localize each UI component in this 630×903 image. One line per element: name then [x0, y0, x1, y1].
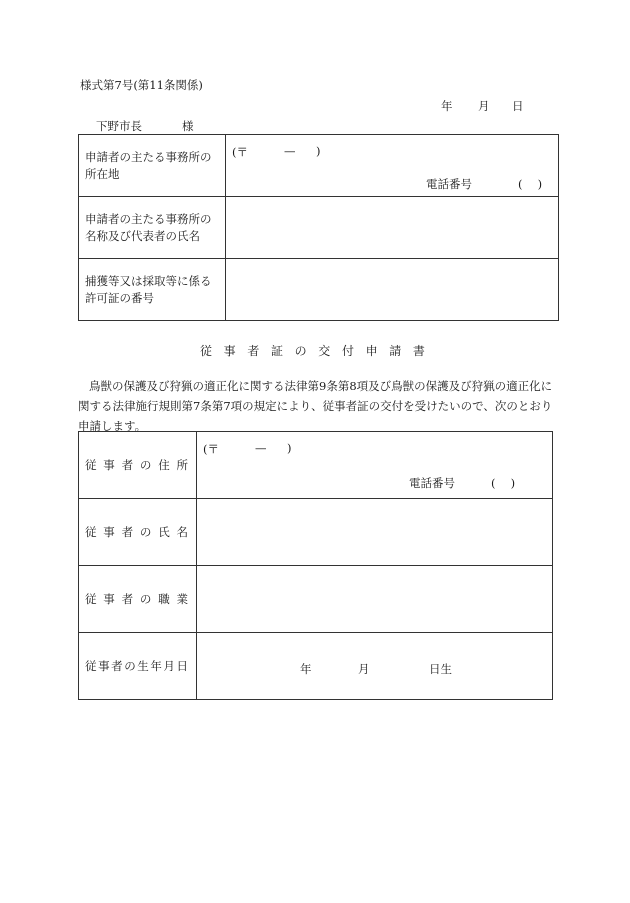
- permit-number-row: [79, 259, 559, 321]
- title-char: 者: [247, 344, 260, 358]
- form-number: 様式第7号(第11条関係): [80, 78, 203, 92]
- title-char: 付: [341, 344, 354, 358]
- date-day-label: 日: [512, 99, 524, 113]
- label-char: 従: [85, 525, 97, 539]
- worker-address-label: [79, 432, 197, 499]
- birth-year-label: 年: [300, 662, 312, 676]
- worker-birthdate-row: [79, 633, 553, 700]
- worker-table: [78, 431, 553, 700]
- label-char: の: [124, 659, 136, 673]
- label-char: 従: [85, 592, 97, 606]
- title-char: 申: [365, 344, 378, 358]
- label-char: 事: [103, 458, 115, 472]
- title-char: 交: [318, 344, 331, 358]
- postal-code-dash: —: [284, 144, 296, 158]
- phone-label: 電話番号: [426, 177, 472, 191]
- label-char: 事: [98, 659, 110, 673]
- postal-code-open: (〒: [232, 145, 248, 159]
- label-char: 事: [103, 525, 115, 539]
- form-title: [200, 342, 425, 359]
- worker-birthdate-label: [79, 633, 197, 700]
- label-char: 者: [121, 458, 134, 472]
- date-month-label: 月: [478, 99, 490, 113]
- label-char: 名: [176, 525, 188, 539]
- label-char: 業: [176, 592, 188, 606]
- postal-code-close: ): [316, 144, 321, 158]
- applicant-address-row: [79, 135, 559, 197]
- label-line: 捕獲等又は採取等に係る: [85, 273, 212, 288]
- label-line: 許可証の番号: [85, 290, 154, 305]
- label-char: 氏: [158, 525, 170, 539]
- worker-name-row: [79, 499, 553, 566]
- label-char: 年: [150, 659, 162, 673]
- permit-number-label: [79, 259, 226, 321]
- title-char: 請: [389, 344, 402, 358]
- label-char: 日: [176, 659, 188, 673]
- addressee-honorific: 様: [182, 119, 194, 133]
- postal-code-close: ): [287, 441, 292, 455]
- label-char: 事: [103, 592, 115, 606]
- title-char: 事: [223, 344, 236, 358]
- worker-address-field[interactable]: [197, 432, 553, 499]
- worker-occupation-label: [79, 566, 197, 633]
- label-char: 職: [158, 592, 170, 606]
- worker-birthdate-field[interactable]: [197, 633, 553, 700]
- phone-area-code[interactable]: ( ): [518, 177, 543, 191]
- applicant-name-row: [79, 197, 559, 259]
- label-line: 名称及び代表者の氏名: [85, 228, 200, 243]
- worker-name-field[interactable]: [197, 499, 553, 566]
- worker-name-label: [79, 499, 197, 566]
- birth-day-label: 日生: [429, 662, 452, 676]
- postal-code-dash: —: [255, 441, 267, 455]
- applicant-name-label: [79, 197, 226, 259]
- label-char: 者: [111, 659, 123, 673]
- label-char: 生: [137, 659, 149, 673]
- worker-address-row: [79, 432, 553, 499]
- label-char: の: [139, 592, 152, 606]
- label-char: 所: [176, 458, 188, 472]
- applicant-name-field[interactable]: [226, 197, 559, 259]
- birth-month-label: 月: [358, 662, 370, 676]
- permit-number-field[interactable]: [226, 259, 559, 321]
- application-statement: 鳥獣の保護及び狩猟の適正化に関する法律第9条第8項及び鳥獣の保護及び狩猟の適正化に関する法律施行規則第7条第7項の規定により、従事者証の交付を受けたいので、次のとおり申請します。: [78, 379, 553, 433]
- worker-occupation-row: [79, 566, 553, 633]
- title-char: 書: [412, 344, 425, 358]
- label-char: 従: [85, 659, 97, 673]
- title-char: 証: [270, 344, 283, 358]
- title-char: 従: [200, 344, 213, 358]
- addressee-name: 下野市長: [96, 119, 142, 133]
- label-line: 申請者の主たる事務所の: [85, 149, 212, 164]
- applicant-address-label: [79, 135, 226, 197]
- title-char: の: [294, 344, 307, 358]
- applicant-table: [78, 134, 559, 321]
- label-char: 者: [121, 525, 134, 539]
- label-line: 所在地: [85, 166, 120, 181]
- label-char: 者: [121, 592, 134, 606]
- applicant-address-field[interactable]: [226, 135, 559, 197]
- label-char: 従: [85, 458, 97, 472]
- label-char: の: [139, 458, 152, 472]
- label-char: の: [139, 525, 152, 539]
- label-line: 申請者の主たる事務所の: [85, 211, 212, 226]
- label-char: 住: [158, 458, 170, 472]
- phone-area-code[interactable]: ( ): [491, 476, 516, 490]
- date-year-label: 年: [441, 99, 453, 113]
- worker-occupation-field[interactable]: [197, 566, 553, 633]
- postal-code-open: (〒: [203, 442, 219, 456]
- phone-label: 電話番号: [409, 476, 455, 490]
- label-char: 月: [163, 659, 175, 673]
